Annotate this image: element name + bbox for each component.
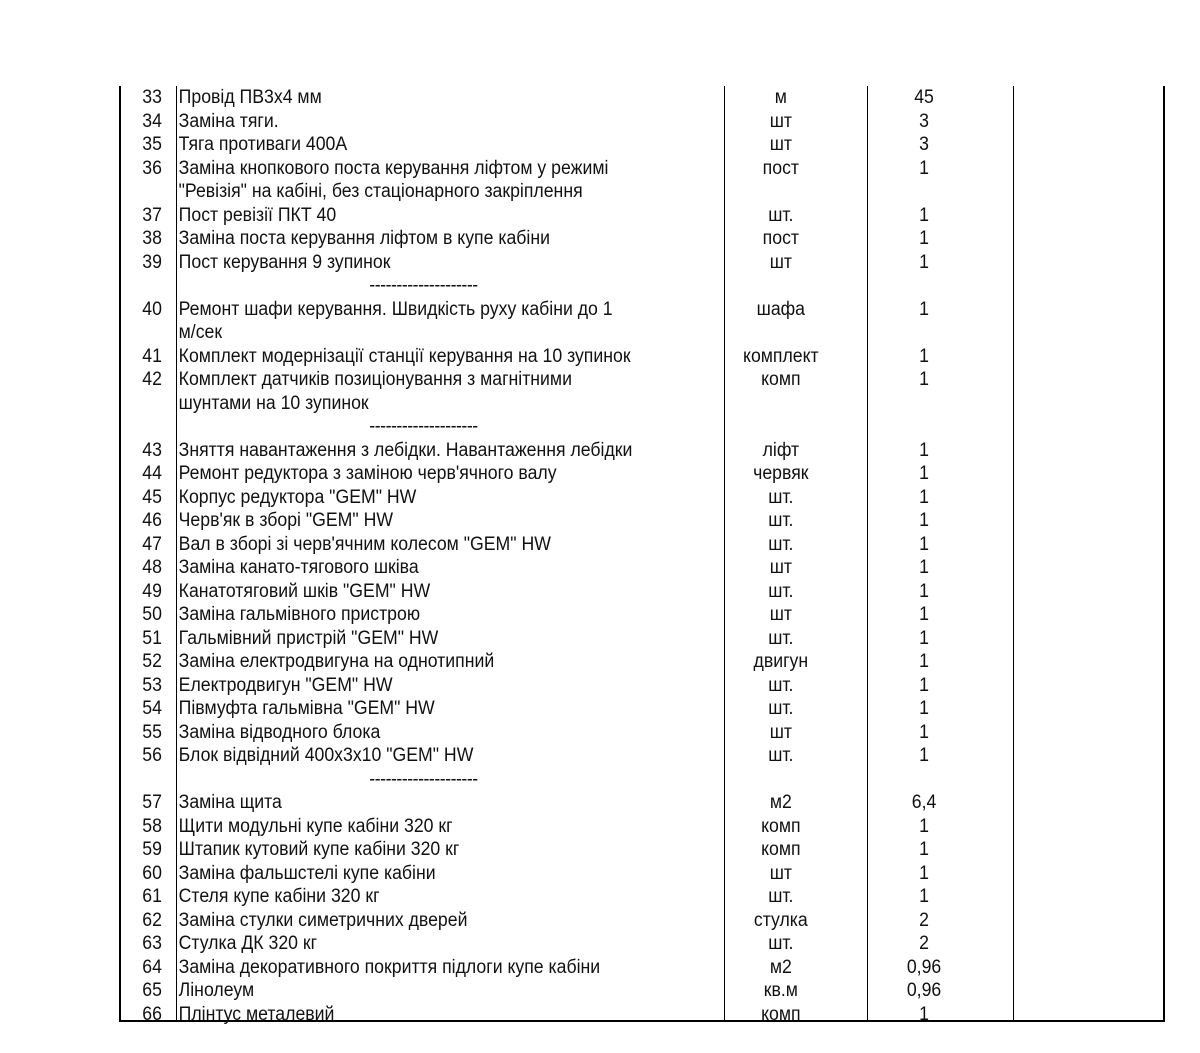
quantity: 1 — [919, 1003, 929, 1025]
quantity: 1 — [919, 580, 929, 602]
work-name: "Ревізія" на кабіні, без стаціонарного закріплення — [178, 181, 583, 202]
row-number: 39 — [142, 251, 162, 273]
work-name: Корпус редуктора "GEM" HW — [178, 486, 417, 508]
quantity: 1 — [919, 369, 929, 390]
work-name: Заміна стулки симетричних дверей — [178, 909, 468, 931]
unit: шт. — [768, 204, 794, 226]
row-number — [121, 274, 162, 298]
row-number: 37 — [142, 204, 162, 226]
unit — [709, 415, 853, 439]
row-number: 63 — [142, 933, 162, 954]
table-row — [121, 744, 1090, 768]
unit: комп — [761, 839, 801, 860]
table-row — [121, 133, 1090, 157]
row-number — [121, 180, 162, 204]
work-name: Заміна кнопкового поста керування ліфтом у режимі — [178, 157, 609, 179]
table-row — [121, 627, 1090, 651]
quantity: 1 — [919, 533, 929, 555]
unit: м2 — [769, 956, 792, 978]
quantity — [853, 415, 995, 439]
work-name: Заміна канато-тягового шківа — [178, 557, 419, 578]
table-row — [121, 462, 1090, 486]
row-number: 64 — [142, 956, 162, 978]
unit: шт. — [768, 698, 794, 719]
work-name: -------------------- — [369, 768, 478, 790]
unit: шт — [769, 251, 792, 273]
quantity: 1 — [919, 463, 929, 484]
row-number: 61 — [142, 886, 162, 907]
row-number: 38 — [142, 228, 162, 249]
table-row — [121, 368, 1090, 392]
table-row — [121, 838, 1090, 862]
table-row — [121, 204, 1090, 228]
unit: шафа — [756, 298, 806, 320]
table-row — [121, 439, 1090, 463]
unit — [709, 274, 853, 298]
quantity: 1 — [919, 745, 929, 766]
work-name: шунтами на 10 зупинок — [178, 392, 369, 414]
row-number: 57 — [142, 792, 162, 813]
table-body — [121, 86, 1163, 1025]
estimate-table — [119, 86, 1165, 1025]
row-number: 35 — [142, 134, 162, 155]
quantity — [853, 180, 995, 204]
row-number: 47 — [142, 533, 162, 555]
work-name: Заміна декоративного покриття підлоги купе кабіни — [178, 956, 601, 978]
quantity: 1 — [919, 815, 929, 837]
row-number: 50 — [142, 604, 162, 625]
unit: м2 — [769, 792, 792, 813]
work-name: Ремонт редуктора з заміною черв'ячного валу — [178, 463, 557, 484]
row-number: 62 — [142, 909, 162, 931]
table-row — [121, 580, 1090, 604]
unit: шт — [769, 604, 792, 625]
unit: шт. — [768, 674, 794, 696]
row-number: 52 — [142, 651, 162, 672]
row-number: 41 — [142, 345, 162, 367]
quantity: 1 — [919, 557, 929, 578]
quantity: 1 — [919, 510, 929, 531]
quantity: 45 — [914, 87, 934, 108]
work-name: Плінтус металевий — [178, 1003, 335, 1025]
table-row — [121, 180, 1090, 204]
unit: комп — [761, 815, 801, 837]
table-row — [121, 979, 1090, 1003]
row-number: 56 — [142, 745, 162, 766]
row-number: 60 — [142, 862, 162, 884]
row-number: 43 — [142, 439, 162, 461]
row-number: 46 — [142, 510, 162, 531]
row-number: 33 — [142, 87, 162, 108]
unit: шт — [769, 557, 792, 578]
table-row — [121, 956, 1090, 980]
work-name: Черв'як в зборі "GEM" HW — [178, 510, 394, 531]
work-name: Вал в зборі зі черв'ячним колесом "GEM" HW — [178, 533, 551, 555]
table-row — [121, 815, 1090, 839]
table-row — [121, 533, 1090, 557]
work-name: -------------------- — [369, 275, 478, 296]
unit: шт. — [768, 886, 794, 907]
unit: м — [774, 87, 787, 108]
unit: стулка — [753, 909, 808, 931]
work-name: Пост керування 9 зупинок — [178, 251, 391, 273]
quantity: 1 — [919, 604, 929, 625]
unit — [709, 392, 853, 416]
work-name: Комплект модернізації станції керування на 10 зупинок — [178, 345, 631, 367]
quantity: 1 — [919, 839, 929, 860]
row-number: 58 — [142, 815, 162, 837]
quantity: 1 — [919, 674, 929, 696]
table-row — [121, 251, 1090, 275]
unit — [709, 321, 853, 345]
table-row — [121, 86, 1090, 110]
unit: пост — [762, 157, 799, 179]
unit: двигун — [753, 651, 809, 672]
unit: ліфт — [762, 439, 800, 461]
work-name: Заміна електродвигуна на однотипний — [178, 651, 495, 672]
unit: шт — [769, 721, 792, 743]
quantity: 1 — [919, 204, 929, 226]
unit — [709, 180, 853, 204]
unit: шт. — [768, 486, 794, 508]
work-name: Заміна фальшстелі купе кабіни — [178, 862, 436, 884]
work-name: Стулка ДК 320 кг — [178, 933, 318, 954]
table-row — [121, 509, 1090, 533]
quantity: 1 — [919, 651, 929, 672]
row-number — [121, 392, 162, 416]
quantity: 1 — [919, 862, 929, 884]
quantity: 3 — [919, 110, 929, 132]
unit: комп — [761, 1003, 801, 1025]
table-row — [121, 885, 1090, 909]
separator-row — [121, 274, 1090, 298]
quantity: 1 — [919, 251, 929, 273]
row-number: 40 — [142, 298, 162, 320]
row-number: 45 — [142, 486, 162, 508]
table-row — [121, 932, 1090, 956]
unit: кв.м — [763, 980, 798, 1001]
unit: комп — [761, 369, 801, 390]
work-name: -------------------- — [369, 416, 478, 437]
work-name: Заміна поста керування ліфтом в купе кабіни — [178, 228, 550, 249]
work-name: Лінолеум — [178, 980, 255, 1001]
table-row — [121, 650, 1090, 674]
unit: червяк — [753, 463, 809, 484]
quantity: 1 — [919, 439, 929, 461]
quantity: 1 — [919, 886, 929, 907]
unit: шт. — [768, 510, 794, 531]
row-number — [121, 768, 162, 792]
quantity: 0,96 — [906, 956, 942, 978]
quantity — [853, 392, 995, 416]
work-name: Гальмівний пристрій "GEM" HW — [178, 627, 439, 649]
quantity — [853, 321, 995, 345]
table-row — [121, 862, 1090, 886]
table-row — [121, 603, 1090, 627]
work-name: Тяга противаги 400А — [178, 134, 348, 155]
table-row — [121, 674, 1090, 698]
table-row — [121, 1003, 1090, 1027]
work-name: Заміна щита — [178, 792, 282, 813]
row-number: 42 — [142, 369, 162, 390]
quantity: 1 — [919, 157, 929, 179]
work-name: Блок відвідний 400х3х10 "GEM" HW — [178, 745, 474, 766]
work-name: Ремонт шафи керування. Швидкість руху кабіни до 1 — [178, 298, 613, 320]
work-name: Заміна гальмівного пристрою — [178, 604, 421, 625]
row-number — [121, 415, 162, 439]
unit: шт. — [768, 580, 794, 602]
row-number: 55 — [142, 721, 162, 743]
unit: шт — [769, 862, 792, 884]
unit: шт — [769, 110, 792, 132]
table-row — [121, 157, 1090, 181]
work-name: Електродвигун "GEM" HW — [178, 674, 393, 696]
row-number: 36 — [142, 157, 162, 179]
work-name: Канатотяговий шків "GEM" HW — [178, 580, 431, 602]
quantity: 2 — [919, 909, 929, 931]
separator-row — [121, 415, 1090, 439]
row-number: 48 — [142, 557, 162, 578]
row-number: 59 — [142, 839, 162, 860]
quantity — [853, 768, 995, 792]
table-row — [121, 909, 1090, 933]
quantity: 0,96 — [906, 980, 942, 1001]
unit: комплект — [743, 345, 819, 367]
work-name: Щити модульні купе кабіни 320 кг — [178, 815, 453, 837]
table-row — [121, 556, 1090, 580]
unit: шт. — [768, 533, 794, 555]
work-name: Провід ПВ3х4 мм — [178, 87, 322, 108]
table-row — [121, 791, 1090, 815]
quantity — [853, 274, 995, 298]
quantity: 2 — [919, 933, 929, 954]
quantity: 1 — [919, 228, 929, 249]
row-number — [121, 321, 162, 345]
row-number: 66 — [142, 1003, 162, 1025]
unit: шт. — [768, 745, 794, 766]
table-row — [121, 345, 1090, 369]
row-number: 49 — [142, 580, 162, 602]
work-name: Заміна відводного блока — [178, 721, 381, 743]
quantity: 1 — [919, 345, 929, 367]
work-name: Півмуфта гальмівна "GEM" HW — [178, 698, 435, 719]
work-name: Стеля купе кабіни 320 кг — [178, 886, 380, 907]
unit: шт — [769, 134, 792, 155]
row-number: 53 — [142, 674, 162, 696]
work-name: Заміна тяги. — [178, 110, 279, 132]
table-row — [121, 697, 1090, 721]
quantity: 1 — [919, 486, 929, 508]
quantity: 6,4 — [911, 792, 937, 813]
quantity: 1 — [919, 721, 929, 743]
work-name: Штапик кутовий купе кабіни 320 кг — [178, 839, 460, 860]
row-number: 44 — [142, 463, 162, 484]
table-row — [121, 392, 1090, 416]
work-name: Комплект датчиків позиціонування з магнітними — [178, 369, 572, 390]
row-number: 65 — [142, 980, 162, 1001]
unit: пост — [762, 228, 799, 249]
table-row — [121, 321, 1090, 345]
work-name: м/сек — [178, 322, 223, 343]
row-number: 54 — [142, 698, 162, 719]
unit: шт. — [768, 933, 794, 954]
table-row — [121, 110, 1090, 134]
table-row — [121, 227, 1090, 251]
row-number: 51 — [142, 627, 162, 649]
quantity: 1 — [919, 298, 929, 320]
quantity: 1 — [919, 698, 929, 719]
separator-row — [121, 768, 1090, 792]
table-row — [121, 721, 1090, 745]
quantity: 3 — [919, 134, 929, 155]
unit — [709, 768, 853, 792]
work-name: Зняття навантаження з лебідки. Навантаження лебідки — [178, 439, 633, 461]
unit: шт. — [768, 627, 794, 649]
row-number: 34 — [142, 110, 162, 132]
table-row — [121, 486, 1090, 510]
work-name: Пост ревізії ПКТ 40 — [178, 204, 337, 226]
table-row — [121, 298, 1090, 322]
quantity: 1 — [919, 627, 929, 649]
